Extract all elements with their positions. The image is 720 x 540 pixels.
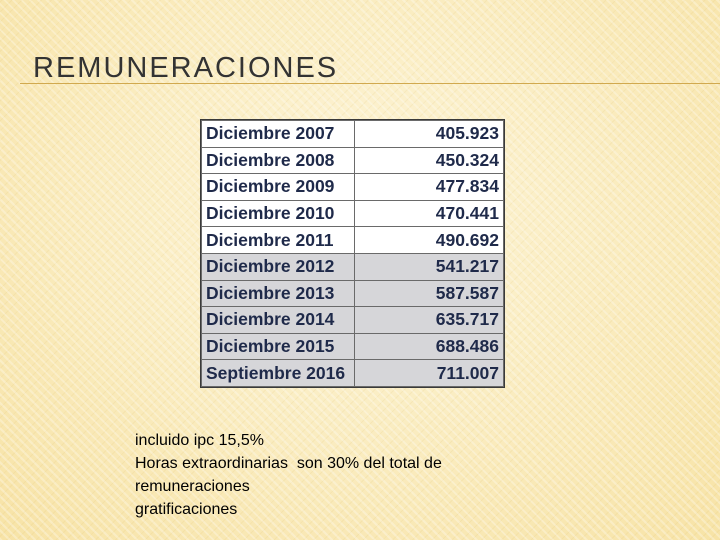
notes-text-box	[135, 429, 442, 521]
amount-cell: 477.834	[355, 174, 504, 201]
period-cell: Diciembre 2012	[202, 253, 355, 280]
table-row	[202, 174, 504, 201]
period-cell: Diciembre 2009	[202, 174, 355, 201]
remuneration-table-body	[202, 121, 504, 387]
table-row	[202, 253, 504, 280]
period-cell: Diciembre 2008	[202, 147, 355, 174]
note-line: remuneraciones	[135, 478, 250, 495]
table-row	[202, 121, 504, 148]
period-cell: Diciembre 2013	[202, 280, 355, 307]
period-cell: Diciembre 2011	[202, 227, 355, 254]
amount-cell: 450.324	[355, 147, 504, 174]
table-row	[202, 280, 504, 307]
period-cell: Diciembre 2015	[202, 333, 355, 360]
table-row	[202, 333, 504, 360]
slide-title: REMUNERACIONES	[33, 52, 339, 84]
table-row	[202, 360, 504, 387]
period-cell: Diciembre 2010	[202, 200, 355, 227]
amount-cell: 405.923	[355, 121, 504, 148]
period-cell: Septiembre 2016	[202, 360, 355, 387]
amount-cell: 470.441	[355, 200, 504, 227]
table-row	[202, 200, 504, 227]
amount-cell: 635.717	[355, 307, 504, 334]
amount-cell: 541.217	[355, 253, 504, 280]
period-cell: Diciembre 2014	[202, 307, 355, 334]
amount-cell: 711.007	[355, 360, 504, 387]
note-line: Horas extraordinarias son 30% del total de	[135, 455, 442, 472]
note-line: incluido ipc 15,5%	[135, 432, 264, 449]
table-row	[202, 227, 504, 254]
period-cell: Diciembre 2007	[202, 121, 355, 148]
amount-cell: 688.486	[355, 333, 504, 360]
title-divider	[20, 83, 720, 84]
remuneration-table	[201, 120, 504, 387]
remuneration-table-container	[200, 119, 505, 388]
amount-cell: 587.587	[355, 280, 504, 307]
amount-cell: 490.692	[355, 227, 504, 254]
table-row	[202, 147, 504, 174]
table-row	[202, 307, 504, 334]
note-line: gratificaciones	[135, 501, 238, 518]
